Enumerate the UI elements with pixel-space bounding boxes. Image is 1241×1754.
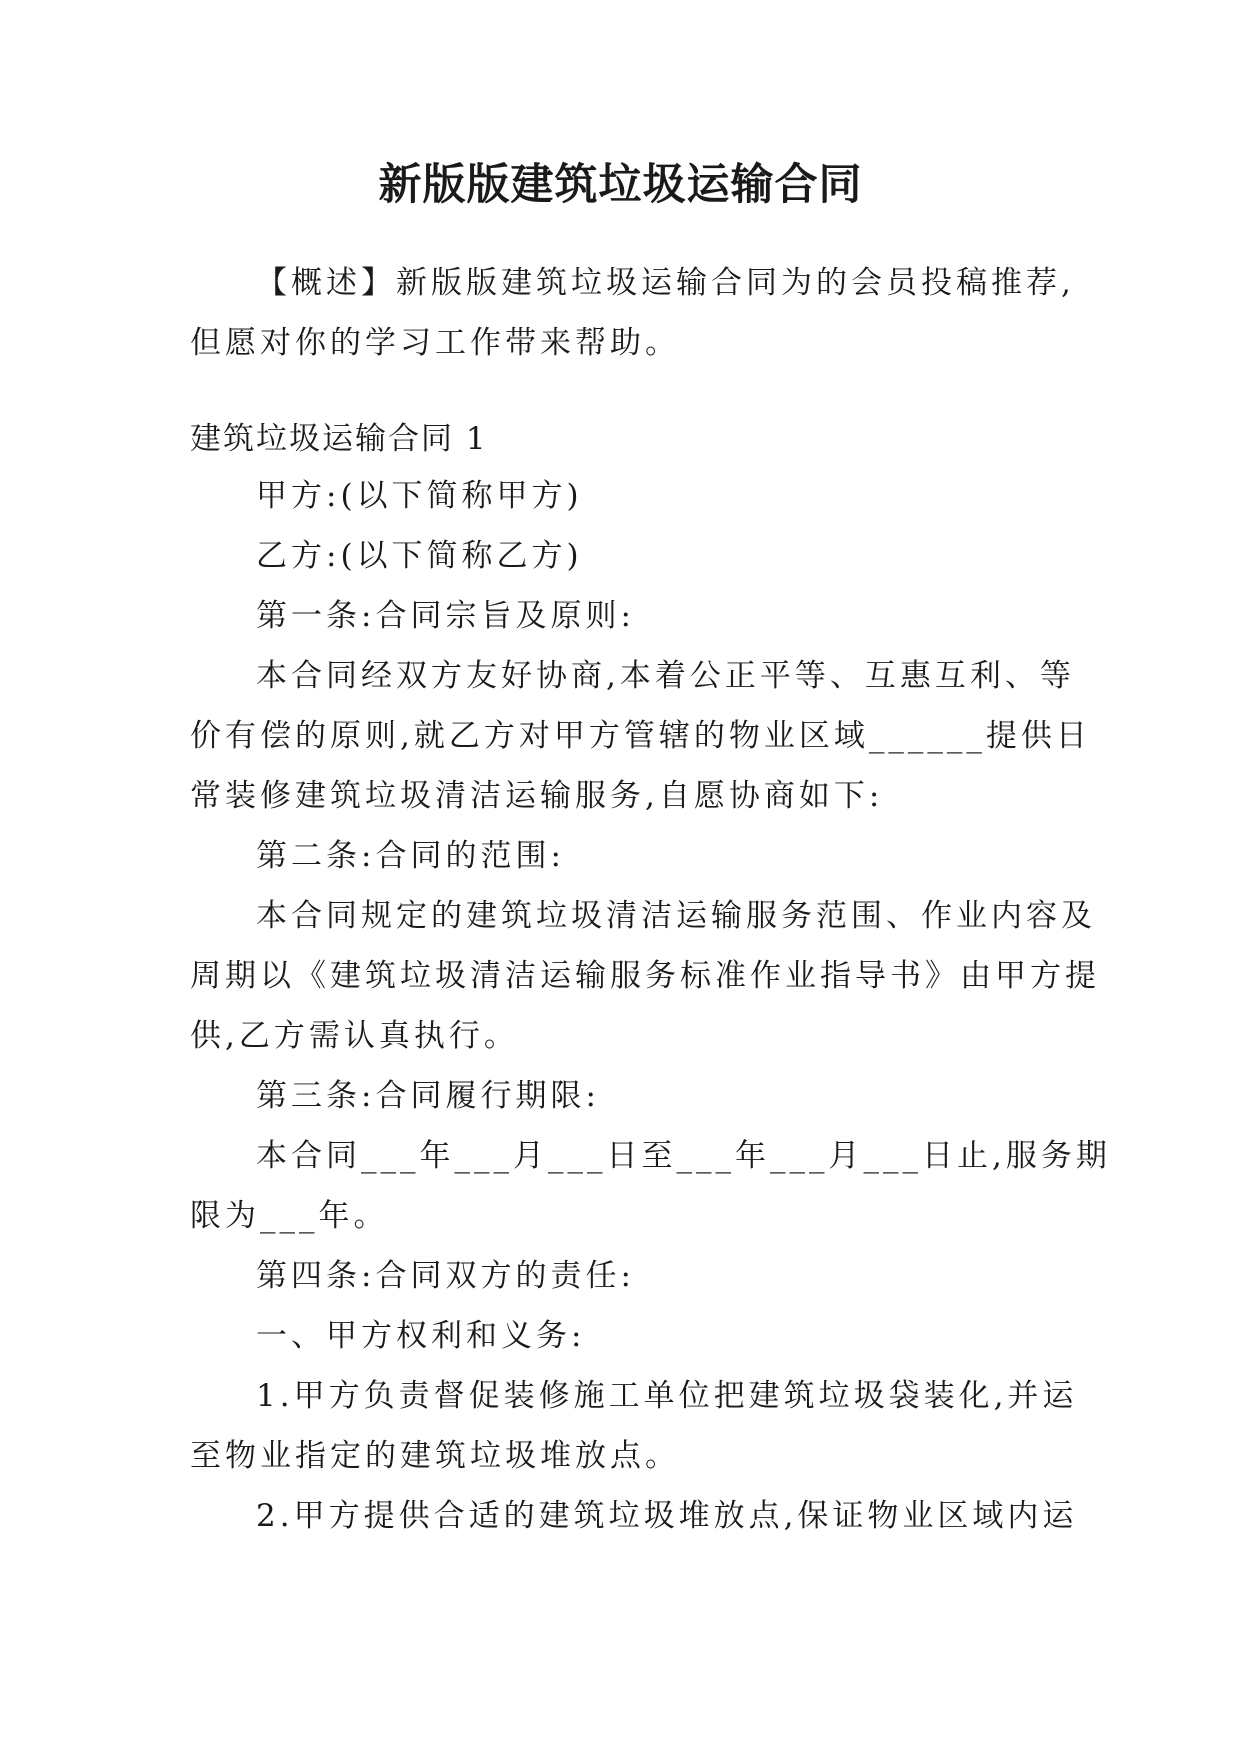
text-line: 常装修建筑垃圾清洁运输服务,自愿协商如下: [190,778,884,814]
text-line: 乙方:(以下简称乙方) [256,538,583,574]
summary-paragraph [190,253,1075,373]
text-line: 价有偿的原则,就乙方对甲方管辖的物业区域______提供日 [190,718,1091,754]
text-line: 第三条:合同履行期限: [256,1078,600,1114]
section-heading: 建筑垃圾运输合同 1 [190,421,488,457]
text-line: 本合同经双方友好协商,本着公正平等、互惠互利、等 [256,658,1075,694]
text-line: 第一条:合同宗旨及原则: [256,598,635,634]
contract-body [190,466,1111,1546]
text-line: 本合同___年___月___日至___年___月___日止,服务期 [256,1138,1111,1174]
summary-line: 【概述】新版版建筑垃圾运输合同为的会员投稿推荐, [256,265,1075,301]
summary-line: 但愿对你的学习工作带来帮助。 [190,325,680,361]
text-line: 甲方:(以下简称甲方) [256,478,583,514]
text-line: 2.甲方提供合适的建筑垃圾堆放点,保证物业区域内运 [256,1498,1078,1534]
document-title: 新版版建筑垃圾运输合同 [378,160,863,210]
text-line: 一、甲方权利和义务: [256,1318,586,1354]
text-line: 1.甲方负责督促装修施工单位把建筑垃圾袋装化,并运 [256,1378,1078,1414]
text-line: 至物业指定的建筑垃圾堆放点。 [190,1438,680,1474]
text-line: 第二条:合同的范围: [256,838,565,874]
text-line: 限为___年。 [190,1198,389,1234]
text-line: 本合同规定的建筑垃圾清洁运输服务范围、作业内容及 [256,898,1096,934]
text-line: 周期以《建筑垃圾清洁运输服务标准作业指导书》由甲方提 [190,958,1100,994]
text-line: 供,乙方需认真执行。 [190,1018,519,1054]
text-line: 第四条:合同双方的责任: [256,1258,635,1294]
